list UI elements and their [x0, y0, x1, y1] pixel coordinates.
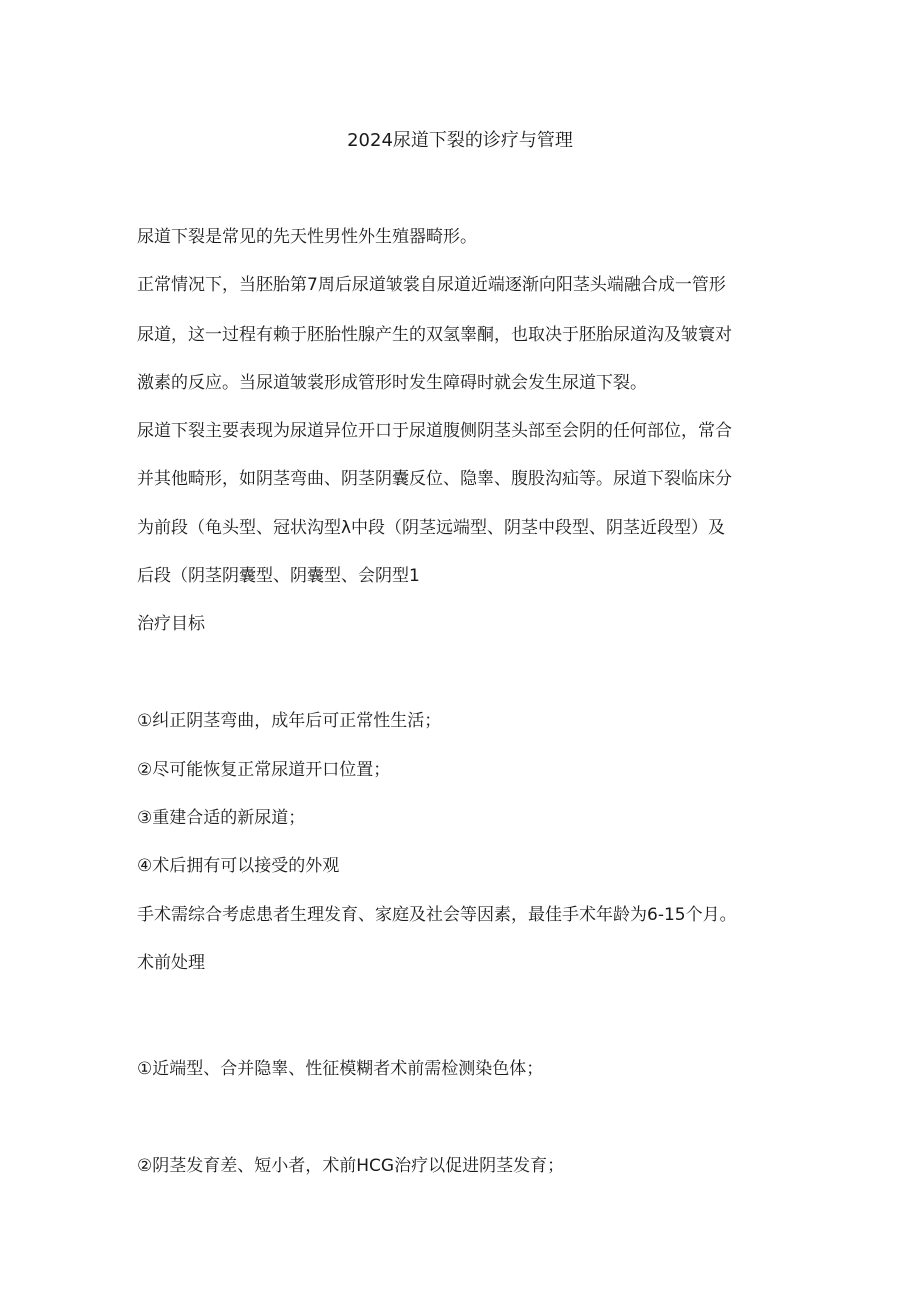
list-item: ④术后拥有可以接受的外观 — [137, 856, 340, 876]
list-item: ①纠正阴茎弯曲，成年后可正常性生活； — [137, 711, 442, 731]
paragraph-line: 为前段（龟头型、冠状沟型λ中段（阴茎远端型、阴茎中段型、阴茎近段型）及 — [137, 518, 726, 538]
document-title: 2024尿道下裂的诊疗与管理 — [347, 130, 573, 151]
paragraph-line: 激素的反应。当尿道皱裳形成管形时发生障碍时就会发生尿道下裂。 — [137, 373, 647, 393]
list-item: ①近端型、合并隐睾、性征模糊者术前需检测染色体； — [137, 1059, 544, 1079]
paragraph-line: 尿道下裂主要表现为尿道异位开口于尿道腹侧阴茎头部至会阴的任何部位，常合 — [137, 421, 732, 441]
list-item: ②尽可能恢复正常尿道开口位置； — [137, 760, 391, 780]
list-item: ③重建合适的新尿道； — [137, 808, 306, 828]
paragraph-intro: 尿道下裂是常见的先天性男性外生殖器畸形。 — [137, 227, 477, 247]
paragraph-line: 后段（阴茎阴囊型、阴囊型、会阴型1 — [137, 566, 420, 586]
paragraph-line: 并其他畸形，如阴茎弯曲、阴茎阴囊反位、隐睾、腹股沟疝等。尿道下裂临床分 — [137, 469, 732, 489]
paragraph-line: 尿道，这一过程有赖于胚胎性腺产生的双氢睾酮，也取决于胚胎尿道沟及皱寰对 — [137, 325, 732, 345]
list-item: ②阴茎发育差、短小者，术前HCG治疗以促进阴茎发育； — [137, 1156, 565, 1176]
paragraph-line: 正常情况下，当胚胎第7周后尿道皱裳自尿道近端逐渐向阳茎头端融合成一管形 — [137, 275, 726, 295]
section-heading-preoperative: 术前处理 — [137, 953, 205, 973]
section-heading-treatment-goals: 治疗目标 — [137, 614, 205, 634]
paragraph-line: 手术需综合考虑患者生理发育、家庭及社会等因素，最佳手术年龄为6-15个月。 — [137, 905, 737, 925]
